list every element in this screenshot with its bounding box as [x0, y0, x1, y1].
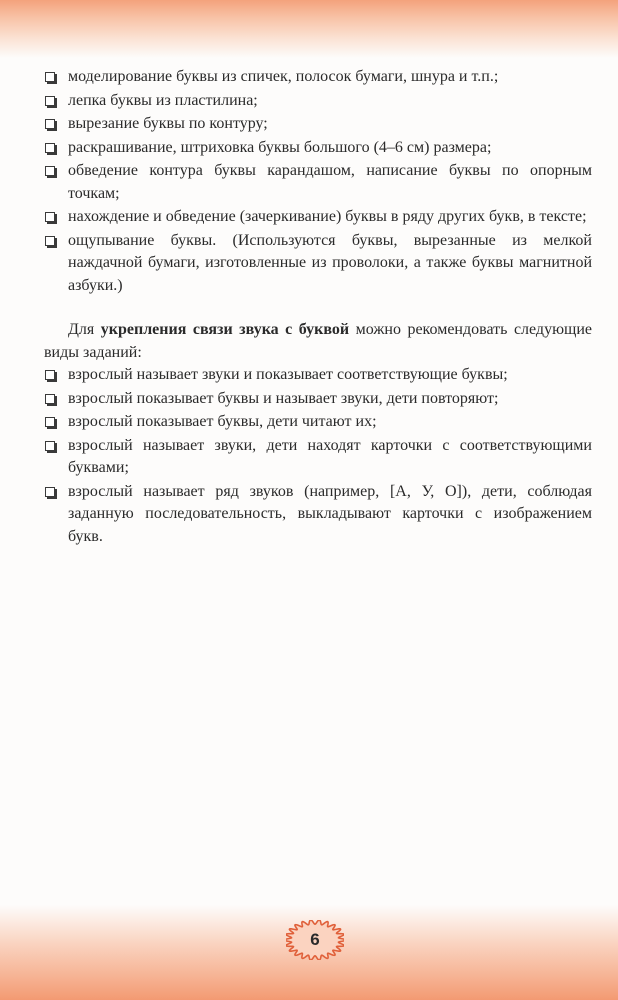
checkbox-bullet-icon: [45, 212, 55, 222]
page-content: [44, 66, 592, 549]
list-item-text: взрослый называет ряд звуков (например, [А, У, О]), дети, соблюдая заданную последовательность, выкладывают карточки с изображением букв.: [68, 482, 592, 545]
list-item-text: нахождение и обведение (зачеркивание) буквы в ряду других букв, в тексте;: [68, 208, 587, 226]
list-item: [44, 137, 592, 159]
list-item: [44, 230, 592, 297]
list-item: [44, 481, 592, 548]
list-item-text: раскрашивание, штриховка буквы большого (4–6 см) размера;: [68, 138, 492, 156]
list-item: [44, 113, 592, 135]
list-item-text: взрослый называет звуки и показывает соответствующие буквы;: [68, 366, 508, 383]
checkbox-bullet-icon: [45, 370, 55, 380]
checkbox-bullet-icon: [45, 119, 55, 129]
list-item: [44, 364, 592, 386]
list-item-text: взрослый показывает буквы и называет звуки, дети повторяют;: [68, 389, 499, 407]
list-item: [44, 66, 592, 88]
list-item-text: моделирование буквы из спичек, полосок бумаги, шнура и т.п.;: [68, 68, 499, 85]
checkbox-bullet-icon: [45, 441, 55, 451]
list-item-text: лепка буквы из пластилина;: [68, 91, 258, 109]
list-item: [44, 206, 592, 228]
checkbox-bullet-icon: [45, 394, 55, 404]
list-item-text: обведение контура буквы карандашом, написание буквы по опорным точкам;: [68, 162, 592, 202]
checkbox-bullet-icon: [45, 417, 55, 427]
letter-exercises-list: [44, 66, 592, 297]
list-item: [44, 160, 592, 205]
list-item: [44, 435, 592, 480]
checkbox-bullet-icon: [45, 143, 55, 153]
list-item: [44, 411, 592, 433]
sound-letter-tasks-list: [44, 364, 592, 548]
list-item: [44, 90, 592, 112]
checkbox-bullet-icon: [45, 236, 55, 246]
list-item-text: взрослый показывает буквы, дети читают их;: [68, 413, 377, 431]
page-number: 6: [310, 930, 320, 949]
checkbox-bullet-icon: [45, 96, 55, 106]
paragraph-bold-phrase: укрепления связи звука с буквой: [100, 321, 350, 339]
checkbox-bullet-icon: [45, 166, 55, 176]
list-item-text: взрослый называет звуки, дети находят карточки с соответствующими буквами;: [68, 436, 592, 477]
top-decorative-band: [0, 0, 618, 58]
list-item-text: ощупывание буквы. (Используются буквы, вырезанные из мелкой наждачной бумаги, изготовленные из проволоки, а также буквы магнитной азбуки.): [68, 231, 592, 294]
checkbox-bullet-icon: [45, 487, 55, 497]
checkbox-bullet-icon: [45, 72, 55, 82]
list-item-text: вырезание буквы по контуру;: [68, 115, 268, 133]
list-item: [44, 388, 592, 410]
paragraph-text-end: можно рекомендовать следующие виды заданий:: [44, 321, 593, 361]
page-number-badge: [286, 920, 344, 960]
paragraph-text-start: Для: [68, 321, 101, 339]
intro-paragraph: [44, 319, 592, 364]
